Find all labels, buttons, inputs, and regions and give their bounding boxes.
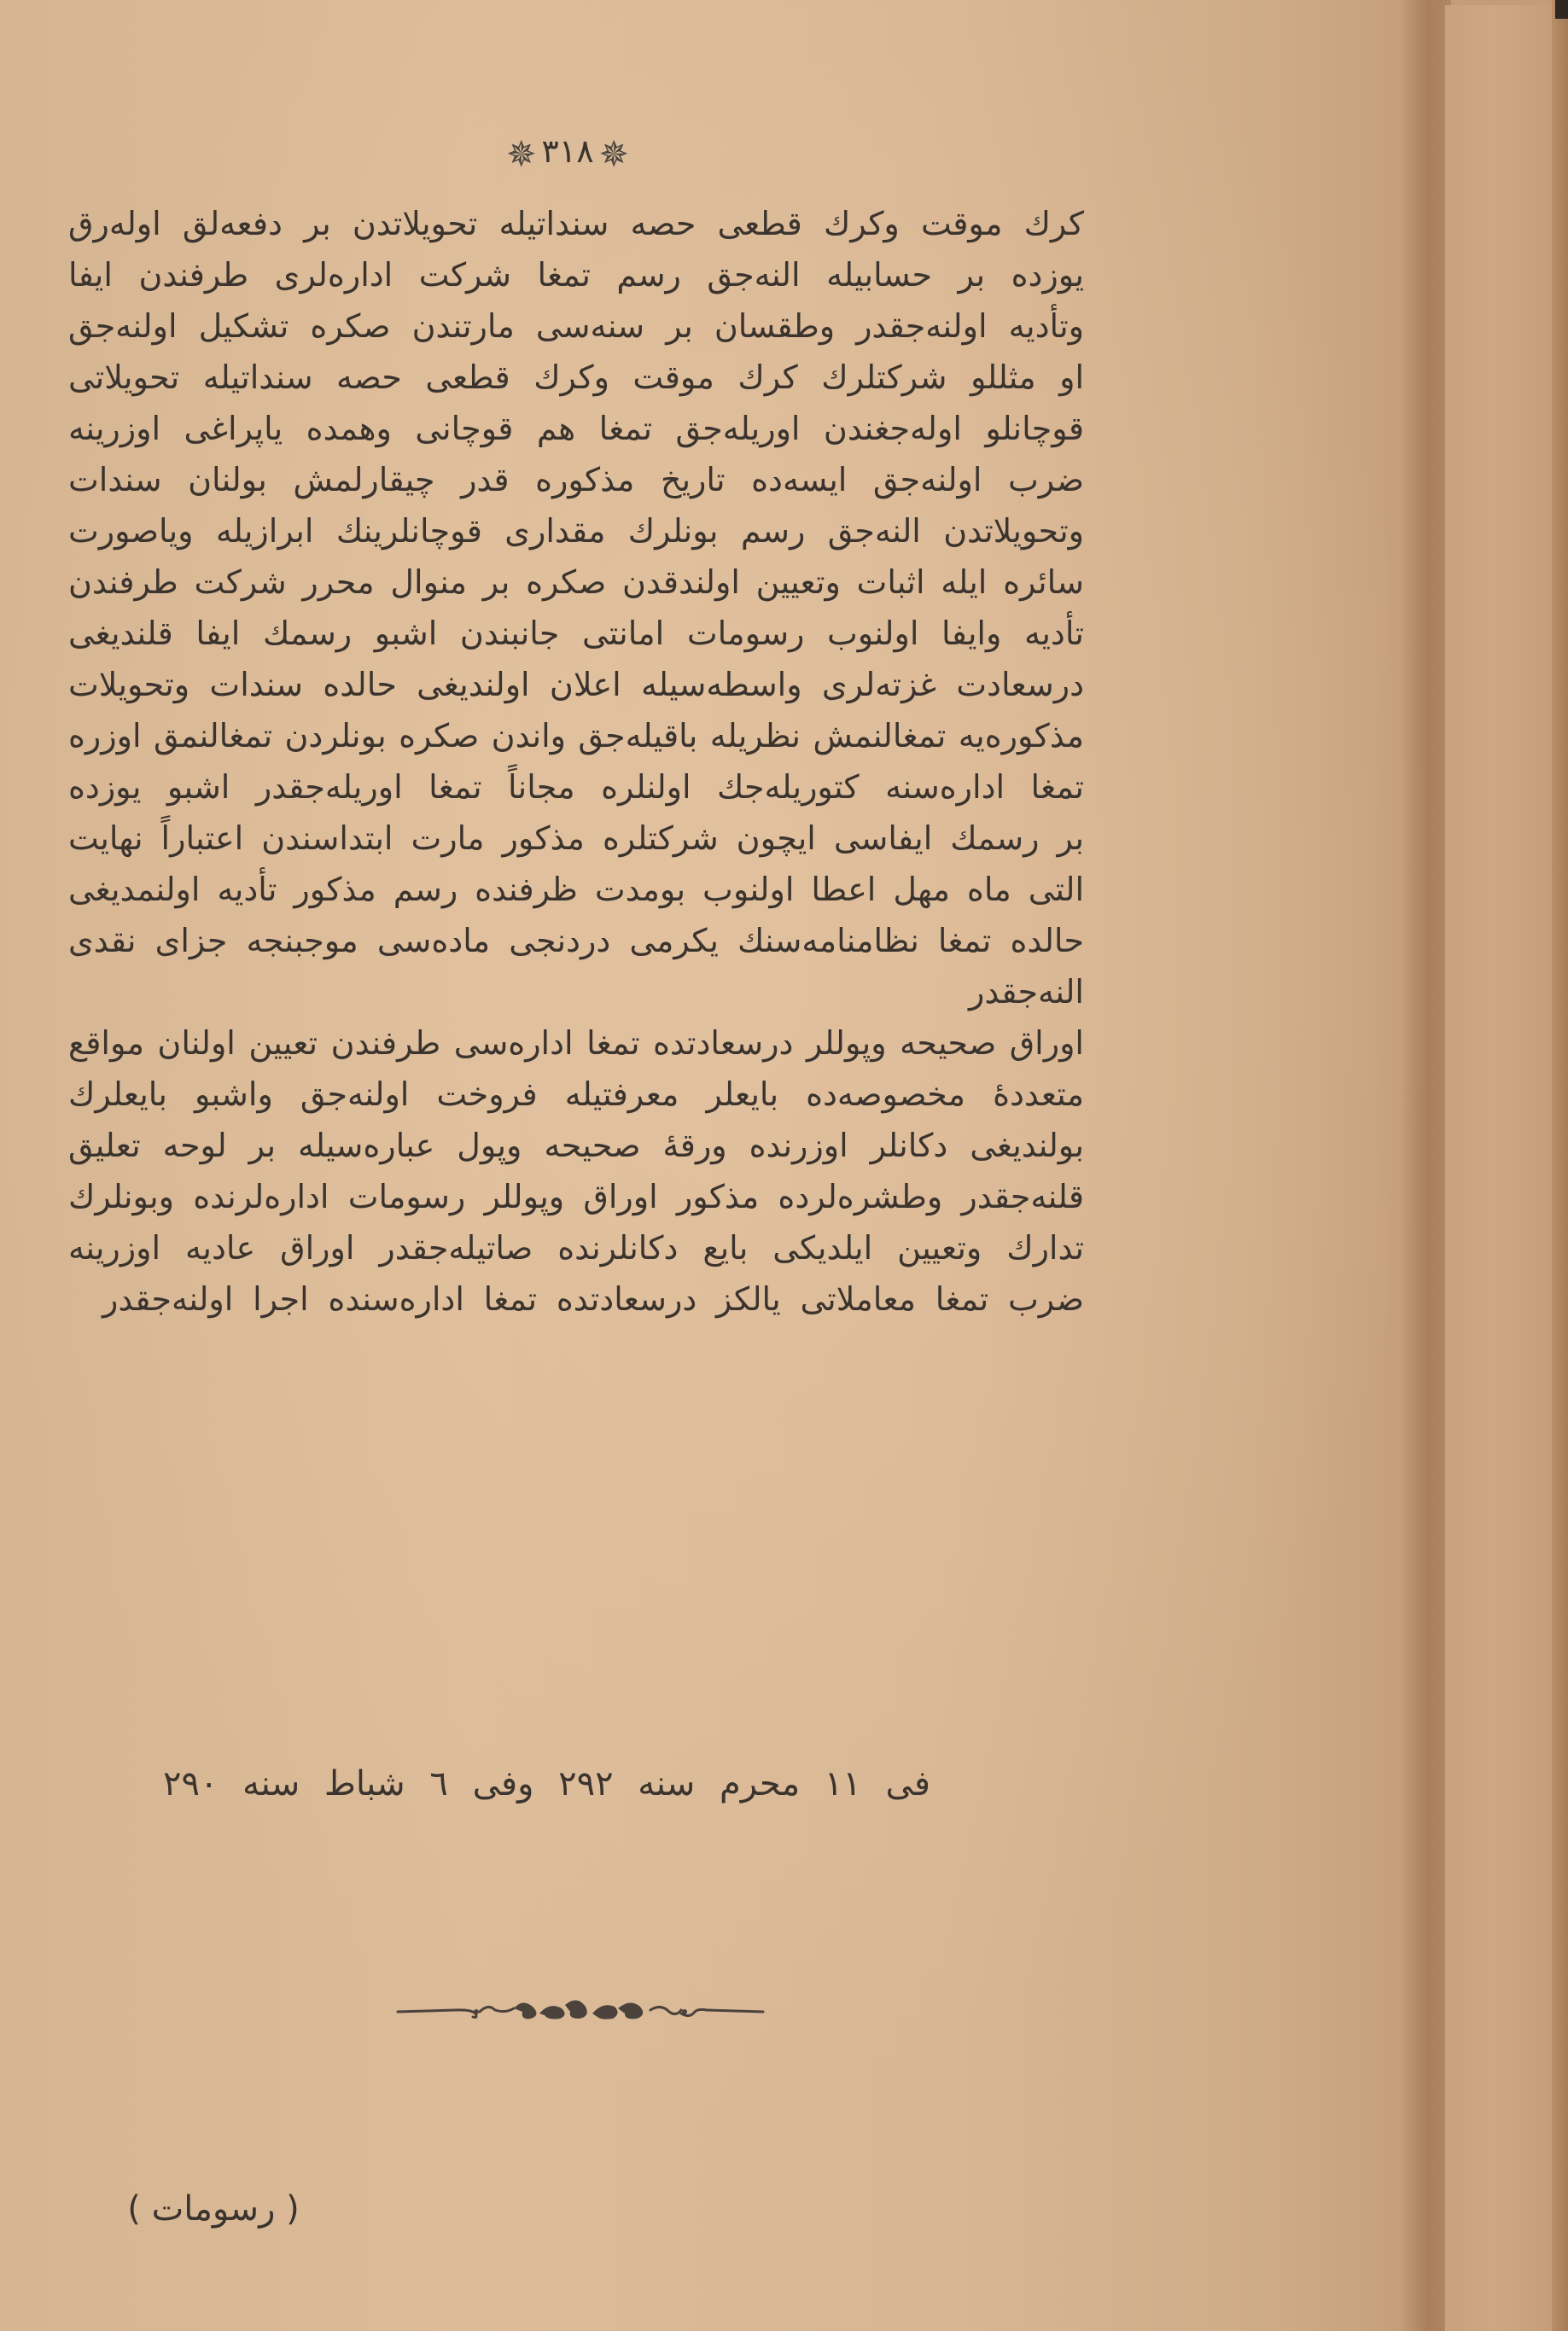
scan-corner	[1555, 0, 1568, 19]
text-line: تمغا اداره‌سنه كتوريله‌جك اولنلره مجاناً تمغا اوريله‌جقدر اشبو يوزده	[68, 768, 1084, 806]
text-line: او مثللو شركتلرك كرك موقت وكرك قطعى حصه سنداتيله تحويلاتى	[68, 358, 1084, 396]
page-number: ٣١٨	[541, 132, 594, 170]
facing-page-edge	[1444, 5, 1568, 2331]
text-line: اوراق صحيحه وپوللر درسعادتده تمغا اداره‌سى طرفندن تعيين اولنان مواقع	[68, 1024, 1084, 1062]
text-line: قلنه‌جقدر وطشره‌لرده مذكور اوراق وپوللر رسومات اداره‌لرنده وبونلرك	[68, 1178, 1084, 1215]
book-edge	[1552, 0, 1568, 2331]
text-line: ضرب تمغا معاملاتى يالكز درسعادتده تمغا اداره‌سنده اجرا اولنه‌جقدر	[102, 1280, 1084, 1318]
text-line: التى ماه مهل اعطا اولنوب بومدت ظرفنده رسم مذكور تأديه اولنمديغى	[68, 871, 1084, 908]
text-line: حالده تمغا نظامنامه‌سنك يكرمى دردنجى ماده‌سى موجبنجه جزاى نقدى	[68, 922, 1084, 959]
text-line: درسعادت غزته‌لرى واسطه‌سيله اعلان اولنديغى حالده سندات وتحويلات	[68, 666, 1084, 703]
text-line: سائره ايله اثبات وتعيين اولندقدن صكره بر منوال محرر شركت طرفندن	[68, 563, 1084, 601]
text-line: ضرب اولنه‌جق ايسه‌ده تاريخ مذكوره قدر چيقارلمش بولنان سندات	[68, 461, 1084, 498]
text-line: تدارك وتعيين ايلديكى بايع دكانلرنده صاتيله‌جقدر اوراق عاديه اوزرينه	[68, 1229, 1084, 1267]
text-line: متعدده‌ٔ مخصوصه‌ده بايعلر معرفتيله فروخت اولنه‌جق واشبو بايعلرك	[68, 1075, 1084, 1113]
ornamental-divider-icon	[394, 1993, 767, 2027]
text-line: كرك موقت وكرك قطعى حصه سنداتيله تحويلاتدن بر دفعه‌لق اوله‌رق	[68, 205, 1084, 242]
fleuron-icon: ✵	[506, 132, 537, 175]
text-line: بولنديغى دكانلر اوزرنده ورقهٔ صحيحه وپول عباره‌سيله بر لوحه تعليق	[68, 1127, 1084, 1164]
text-line: مذكوره‌يه تمغالنمش نظريله باقيله‌جق واندن صكره بونلردن تمغالنمق اوزره	[68, 717, 1084, 755]
text-line: يوزده بر حسابيله النه‌جق رسم تمغا شركت اداره‌لرى طرفندن ايفا	[68, 256, 1084, 294]
text-line: تأديه وايفا اولنوب رسومات امانتى جانبندن اشبو رسمك ايفا قلنديغى	[68, 615, 1084, 652]
text-line: وتحويلاتدن النه‌جق رسم بونلرك مقدارى قوچانلرينك ابرازيله وياصورت	[68, 512, 1084, 550]
text-line: بر رسمك ايفاسى ايچون شركتلره مذكور مارت ابتداسندن اعتباراً نهايت	[68, 819, 1084, 857]
date-line: فى ١١ محرم سنه ٢٩٢ وفى ٦ شباط سنه ٢٩٠	[163, 1764, 930, 1804]
section-label: ( رسومات )	[127, 2189, 300, 2229]
text-line: وتأديه اولنه‌جقدر وطقسان بر سنه‌سى مارتندن صكره تشكيل اولنه‌جق	[68, 307, 1084, 345]
body-text	[68, 198, 1084, 1325]
fleuron-icon: ✵	[598, 132, 629, 175]
page-fold-shadow	[1400, 0, 1451, 2331]
page-number-header	[482, 130, 653, 176]
text-line: النه‌جقدر	[969, 973, 1084, 1011]
text-line: قوچانلو اوله‌جغندن اوريله‌جق تمغا هم قوچانى وهمده ياپراغى اوزرينه	[68, 410, 1084, 447]
